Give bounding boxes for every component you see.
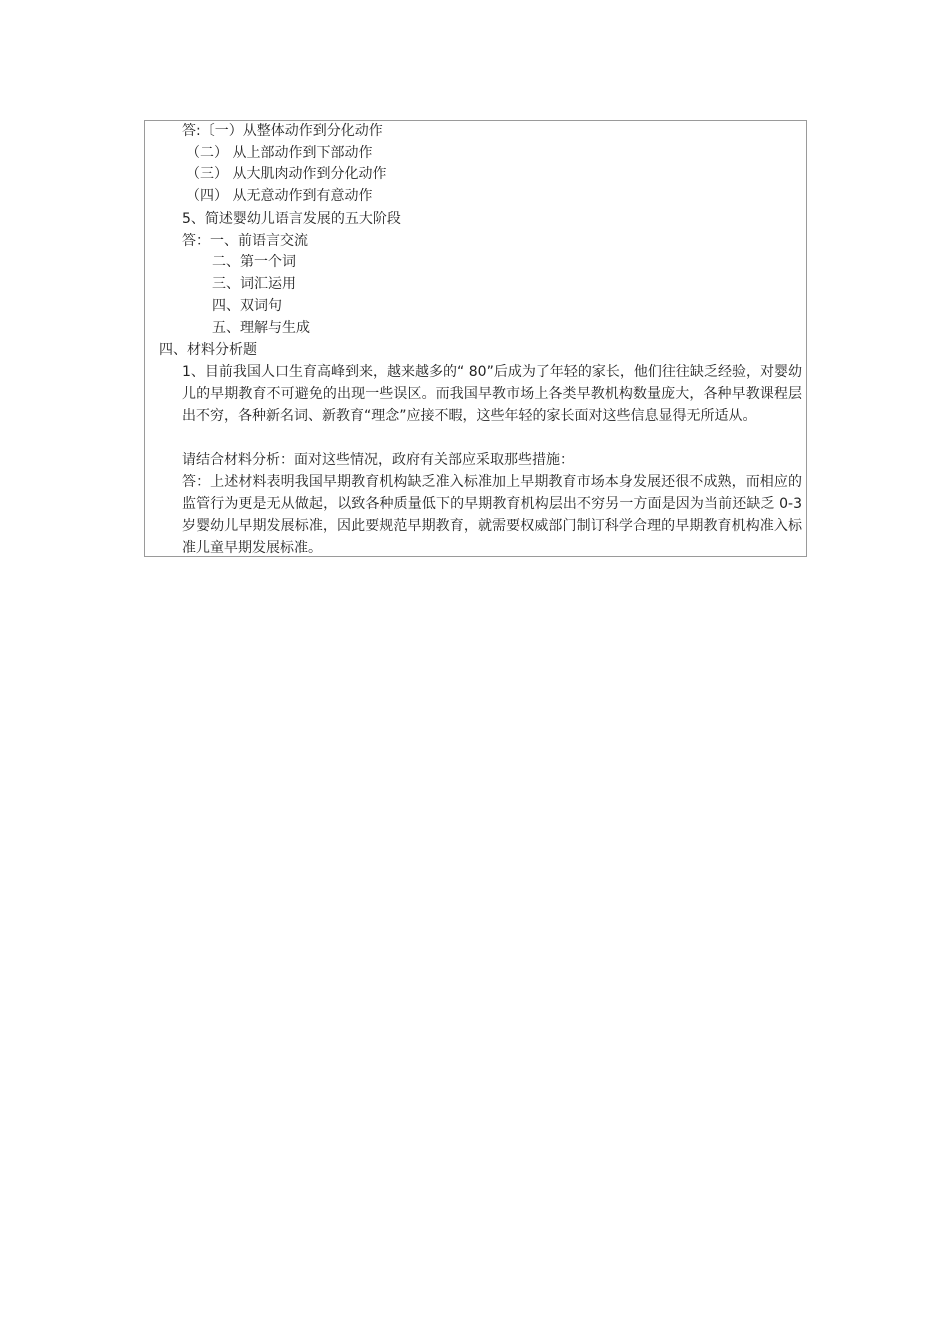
analysis-prompt: 请结合材料分析：面对这些情况，政府有关部应采取那些措施：: [182, 452, 574, 468]
q5-stage-4: 四、双词句: [212, 298, 282, 314]
q4-answer-line-1: 答:〔一）从整体动作到分化动作: [182, 123, 383, 139]
analysis-answer: 答：上述材料表明我国早期教育机构缺乏准入标准加上早期教育市场本身发展还很不成熟，而相应的监管行为更是无从做起，以致各种质量低下的早期教育机构层出不穷另一方面是因为当前还缺乏 0-3 岁婴幼儿早期发展标准，因此要规范早期教育，就需要权威部门制订科学合理的早期教育机构准入标准儿童早期发展标准。: [182, 474, 802, 556]
q5-question: 5、简述婴幼儿语言发展的五大阶段: [182, 211, 401, 227]
q4-answer-line-4: （四） 从无意动作到有意动作: [186, 188, 373, 204]
q5-stage-5: 五、理解与生成: [212, 320, 310, 336]
q5-stage-3: 三、词汇运用: [212, 276, 296, 292]
q4-answer-line-2: （二） 从上部动作到下部动作: [186, 145, 373, 161]
material-text: 1、目前我国人口生育高峰到来，越来越多的“ 80”后成为了年轻的家长，他们往往缺乏经验，对婴幼儿的早期教育不可避免的出现一些误区。而我国早教市场上各类早教机构数量庞大，各种早教课程层出不穷，各种新名词、新教育“理念”应接不暇，这些年轻的家长面对这些信息显得无所适从。: [182, 364, 802, 424]
q5-answer-lead: 答：一、前语言交流: [182, 233, 308, 249]
q5-stage-2: 二、第一个词: [212, 254, 296, 270]
q4-answer-line-3: （三） 从大肌肉动作到分化动作: [186, 166, 387, 182]
section-4-heading: 四、材料分析题: [159, 342, 257, 358]
